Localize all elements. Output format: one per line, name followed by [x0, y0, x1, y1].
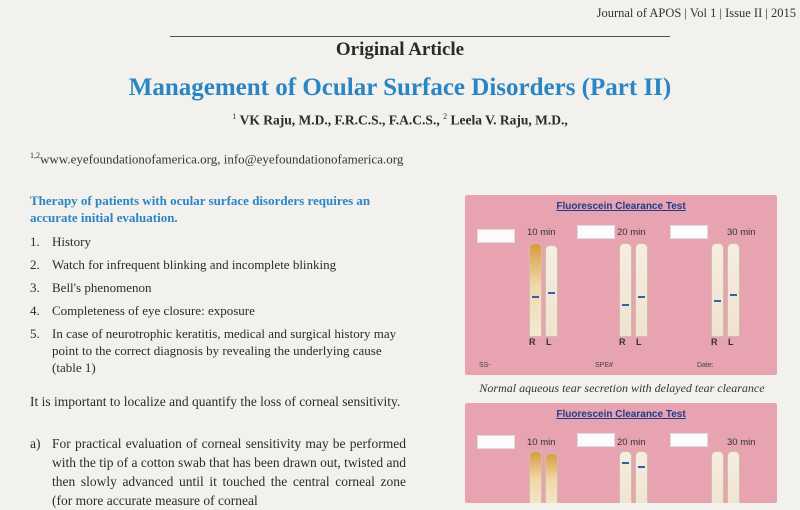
intro-text: Therapy of patients with ocular surface disorders requires an accurate initial evaluation.: [30, 193, 371, 225]
eye-side-label: R L: [711, 337, 738, 347]
schirmer-strip: [727, 451, 740, 503]
figure-label-tag: [670, 225, 708, 239]
schirmer-strip: [619, 243, 632, 337]
author-1: VK Raju, M.D., F.R.C.S., F.A.C.S.,: [239, 112, 440, 128]
figure-label-tag: [670, 433, 708, 447]
body-paragraph: It is important to localize and quantify the loss of corneal sensitivity.: [30, 394, 401, 409]
eye-side-label: R L: [529, 337, 556, 347]
sub-paragraph: [30, 434, 406, 510]
author-1-mark: 1: [232, 112, 237, 121]
figure-title: Fluorescein Clearance Test: [556, 409, 686, 420]
time-label: 20 min: [617, 437, 646, 448]
figure-label-tag: [477, 229, 515, 243]
figure-label-tag: [477, 435, 515, 449]
time-label: 10 min: [527, 227, 556, 238]
time-label: 10 min: [527, 437, 556, 448]
list-number: 5.: [30, 326, 40, 341]
article-title: Management of Ocular Surface Disorders (Part II): [128, 74, 672, 101]
author-2-mark: 2: [443, 112, 448, 121]
figure-footer-spe: SPE#: [595, 362, 613, 369]
journal-header: Journal of APOS | Vol 1 | Issue II | 2015: [596, 6, 796, 20]
list-text: History: [52, 234, 91, 249]
schirmer-strip: [545, 245, 558, 337]
list-item: [30, 256, 410, 273]
schirmer-strip: [635, 451, 648, 503]
list-text: Watch for infrequent blinking and incomplete blinking: [52, 257, 337, 272]
figure-label-tag: [577, 433, 615, 447]
figure-caption: Normal aqueous tear secretion with delayed tear clearance: [479, 381, 765, 395]
schirmer-strip: [529, 451, 542, 503]
list-number: 4.: [30, 303, 40, 318]
schirmer-strip: [711, 451, 724, 503]
time-label: 20 min: [617, 227, 646, 238]
time-label: 30 min: [727, 437, 756, 448]
list-item: [30, 325, 410, 376]
schirmer-strip: [711, 243, 724, 337]
figure-label-tag: [577, 225, 615, 239]
list-item: [30, 233, 410, 250]
schirmer-strip: [635, 243, 648, 337]
sub-paragraph-text: For practical evaluation of corneal sensitivity may be performed with the tip of a cotton swab that has been drawn out, twisted and then slowly advanced until it touched the central corneal zone (for more accurate measure of corneal: [52, 436, 406, 508]
figure-title: Fluorescein Clearance Test: [556, 201, 686, 212]
author-2: Leela V. Raju, M.D.,: [450, 112, 568, 128]
sub-paragraph-label: a): [30, 436, 41, 451]
figure-footer-ss: SS-: [479, 362, 491, 369]
figure-fluorescein-test-1: [465, 195, 777, 375]
list-text: Bell's phenomenon: [52, 280, 152, 295]
time-label: 30 min: [727, 227, 756, 238]
author-line: [0, 112, 800, 129]
affiliation-text: www.eyefoundationofamerica.org, info@eyefoundationofamerica.org: [40, 151, 404, 167]
evaluation-list: [30, 233, 410, 382]
schirmer-strip: [619, 451, 632, 503]
list-text: In case of neurotrophic keratitis, medical and surgical history may point to the correct diagnosis by revealing the underlying cause (table 1): [52, 326, 397, 375]
schirmer-strip: [529, 243, 542, 337]
eye-side-label: R L: [619, 337, 646, 347]
figure-fluorescein-test-2: [465, 403, 777, 503]
schirmer-strip: [545, 453, 558, 503]
list-item: [30, 279, 410, 296]
schirmer-strip: [727, 243, 740, 337]
list-number: 1.: [30, 234, 40, 249]
figure-footer-date: Date:: [697, 362, 714, 369]
affiliation: [30, 151, 403, 167]
list-number: 2.: [30, 257, 40, 272]
list-item: [30, 302, 410, 319]
list-text: Completeness of eye closure: exposure: [52, 303, 255, 318]
affiliation-mark: 1,2: [30, 151, 40, 160]
header-rule: [170, 36, 670, 37]
list-number: 3.: [30, 280, 40, 295]
section-label: Original Article: [335, 39, 465, 60]
